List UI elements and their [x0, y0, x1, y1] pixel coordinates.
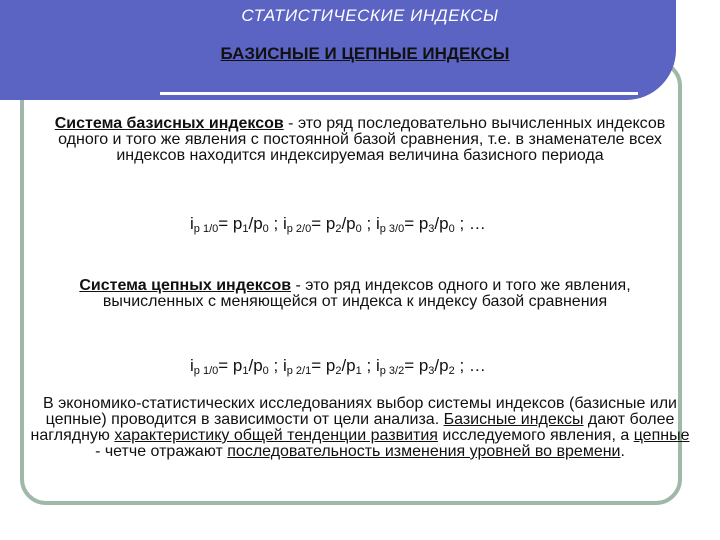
- conclusion-text: исследуемого явления, а: [437, 427, 634, 444]
- trend-emphasis: характеристику общей тенденции развития: [114, 427, 438, 444]
- slide-title: БАЗИСНЫЕ И ЦЕПНЫЕ ИНДЕКСЫ: [220, 44, 510, 63]
- slide-supertitle: СТАТИСТИЧЕСКИЕ ИНДЕКСЫ: [241, 6, 499, 25]
- basic-indices-emphasis: Базисные индексы: [443, 411, 584, 428]
- chain-index-text: - это ряд индексов одного и того же явления, вычисленных с меняющейся от индекса к индексу базой сравнения: [102, 277, 631, 310]
- basic-index-definition: [34, 116, 686, 164]
- formula-term: $i_{p 1/0}= p_1/p_0$ ;: [190, 356, 283, 377]
- chain-index-term: Система цепных индексов: [79, 277, 292, 294]
- conclusion-text: дают более наглядную: [30, 411, 675, 444]
- chain-index-definition: [40, 278, 670, 310]
- formula-term: $i_{p 1/0}= p_1/p_0$ ;: [190, 214, 283, 235]
- sequence-emphasis: последовательность изменения уровней во времени: [227, 443, 621, 460]
- basic-index-term: Система базисных индексов: [54, 115, 284, 132]
- conclusion-paragraph: [26, 396, 694, 460]
- conclusion-text: .: [620, 443, 625, 460]
- conclusion-text: В экономико-статистических исследованиях выбор системы индексов (базисные или цепные) проводится в зависимости от цели анализа.: [43, 395, 677, 428]
- formula-term: $i_{p 3/2}= p_3/p_2$ ; …: [375, 356, 486, 377]
- basic-index-text: - это ряд последовательно вычисленных индексов одного и того же явления с постоянной базой сравнения, т.е. в знаменателе всех индексов находится индексируемая величина базисного периода: [58, 115, 666, 164]
- conclusion-text: - четче отражают: [95, 443, 228, 460]
- chain-index-formula: [190, 356, 486, 377]
- header-divider: [160, 92, 638, 95]
- formula-term: $i_{p 2/0}= p_2/p_0$ ;: [282, 214, 376, 235]
- formula-term: $i_{p 2/1}= p_2/p_1$ ;: [282, 356, 376, 377]
- chain-indices-emphasis: цепные: [633, 427, 690, 444]
- basic-index-formula: [190, 214, 486, 235]
- formula-term: $i_{p 3/0}= p_3/p_0$ ; …: [375, 214, 486, 235]
